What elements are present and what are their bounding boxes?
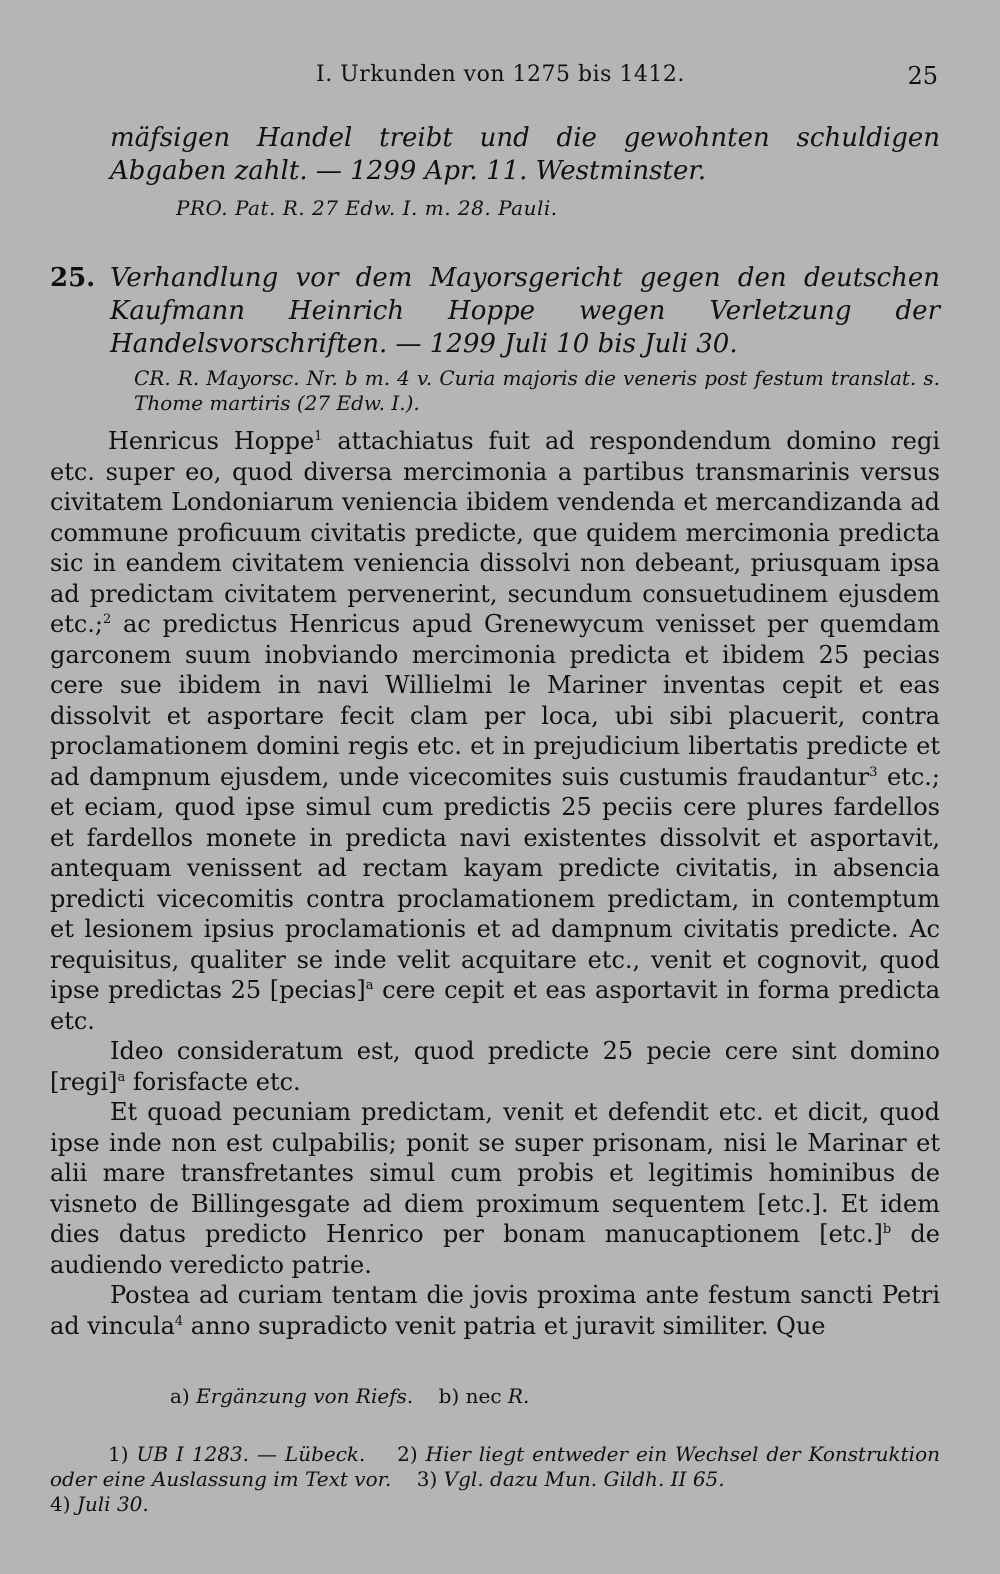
note-a-text: Ergänzung von Riefs.	[196, 1384, 414, 1408]
footnote-2-text: Hier liegt entweder ein Wechsel der Konstruktion oder eine Auslassung im Text vor.	[50, 1442, 940, 1491]
entry-title: Verhandlung vor dem Mayorsgericht gegen den deutschen Kaufmann Heinrich Hoppe wegen Verletzung der Handelsvorschriften. — 1299 Juli 10 bis Juli 30.	[110, 263, 940, 359]
text-run: de audiendo veredicto patrie.	[50, 1220, 940, 1279]
entry-number: 25.	[50, 263, 96, 293]
note-ref-b: b	[882, 1222, 892, 1237]
text-run: Postea ad curiam tentam die jovis proxima ante festum sancti Petri ad vincula	[50, 1281, 940, 1340]
previous-entry-heading-end: mäfsigen Handel treibt und die gewohnten schuldigen Abgaben zahlt. — 1299 Apr. 11. Westminster.	[110, 123, 940, 186]
footnote-ref-1: 1	[314, 429, 323, 444]
footnote-ref-4: 4	[174, 1313, 184, 1329]
previous-entry-source: PRO. Pat. R. 27 Edw. I. m. 28. Pauli.	[176, 196, 558, 220]
body-paragraph-1	[50, 426, 940, 1036]
entry-source: CR. R. Mayorsc. Nr. b m. 4 v. Curia majoris die veneris post festum translat. s. Thome martiris (27 Edw. I.).	[134, 366, 940, 415]
footnote-1-text: UB I 1283. — Lübeck.	[136, 1442, 366, 1466]
document-page	[50, 0, 940, 1574]
note-b-source: R.	[507, 1384, 530, 1408]
note-b-mark: b)	[438, 1384, 460, 1408]
footnote-1-mark: 1)	[108, 1442, 129, 1466]
body-paragraph-3	[50, 1097, 940, 1280]
text-run: ac predictus Henricus apud Grenewycum venisset per quemdam garconem suum inobviando mercimonia predicta et ibidem 25 pecias cere sue ibidem in navi Willielmi le Mariner inventas cepit et eas dissolvit et asportare fecit clam per loca, ubi sibi placuerit, contra proclamationem domini regis etc. et in prejudicium libertatis predicte et ad dampnum ejusdem, unde vicecomites suis custumis fraudantur	[50, 610, 940, 791]
note-a-mark: a)	[170, 1384, 190, 1408]
body-paragraph-4	[50, 1280, 940, 1341]
entry-body	[50, 426, 940, 1341]
textual-notes	[170, 1384, 1000, 1408]
body-paragraph-2	[50, 1036, 940, 1097]
text-run: Ideo consideratum est, quod predicte 25 pecie cere sint domino [regi]	[50, 1037, 940, 1096]
running-header	[50, 62, 940, 92]
footnote-ref-2: 2	[103, 612, 112, 627]
text-run: cere cepit et eas asportavit in forma predicta etc.	[50, 976, 941, 1035]
footnote-3-mark: 3)	[416, 1467, 438, 1491]
footnote-2-mark: 2)	[397, 1442, 418, 1466]
footnote-4-mark: 4)	[50, 1492, 71, 1516]
footnotes	[50, 1442, 940, 1517]
page-number: 25	[907, 62, 938, 90]
entry-heading	[50, 262, 940, 361]
text-run: Et quoad pecuniam predictam, venit et defendit etc. et dicit, quod ipse inde non est culpabilis; ponit se super prisonam, nisi le Marinar et alii mare transfretantes simul cum probis et legitimis hominibus de visneto de Billingesgate ad diem proximum sequentem [etc.]. Et idem dies datus predicto Henrico per bonam manucaptionem [etc.]	[50, 1098, 940, 1248]
running-title: I. Urkunden von 1275 bis 1412.	[316, 62, 685, 87]
footnote-4-text: Juli 30.	[76, 1492, 149, 1516]
text-run: forisfacte etc.	[125, 1067, 301, 1096]
text-run: etc.; et eciam, quod ipse simul cum predictis 25 peciis cere plures fardellos et fardellos monete in predicta navi existentes dissolvit et asportavit, antequam venissent ad rectam kayam predicte civitatis, in absencia predicti vicecomitis contra proclamationem predictam, in contemptum et lesionem ipsius proclamationis et ad dampnum civitatis predicte. Ac requisitus, qualiter se inde velit acquitare etc., venit et cognovit, quod ipse predictas 25 [pecias]	[50, 762, 940, 1004]
text-run: anno supradicto venit patria et juravit similiter. Que	[183, 1311, 826, 1340]
note-ref-a: a	[117, 1069, 126, 1085]
note-b-text: nec	[465, 1384, 502, 1408]
text-run: Henricus Hoppe	[108, 427, 315, 455]
footnote-ref-3: 3	[869, 764, 878, 780]
text-run: attachiatus fuit ad respondendum domino regi etc. super eo, quod diversa mercimonia a partibus transmarinis versus civitatem Londoniarum veniencia ibidem vendenda et mercandizanda ad commune proficuum civitatis predicte, que quidem mercimonia predicta sic in eandem civitatem veniencia dissolvi non debeant, priusquam ipsa ad predictam civitatem pervenerint, secundum consuetudinem ejusdem etc.;	[50, 427, 941, 638]
note-ref-a: a	[365, 978, 374, 993]
footnote-3-text: Vgl. dazu Mun. Gildh. II 65.	[443, 1467, 725, 1491]
